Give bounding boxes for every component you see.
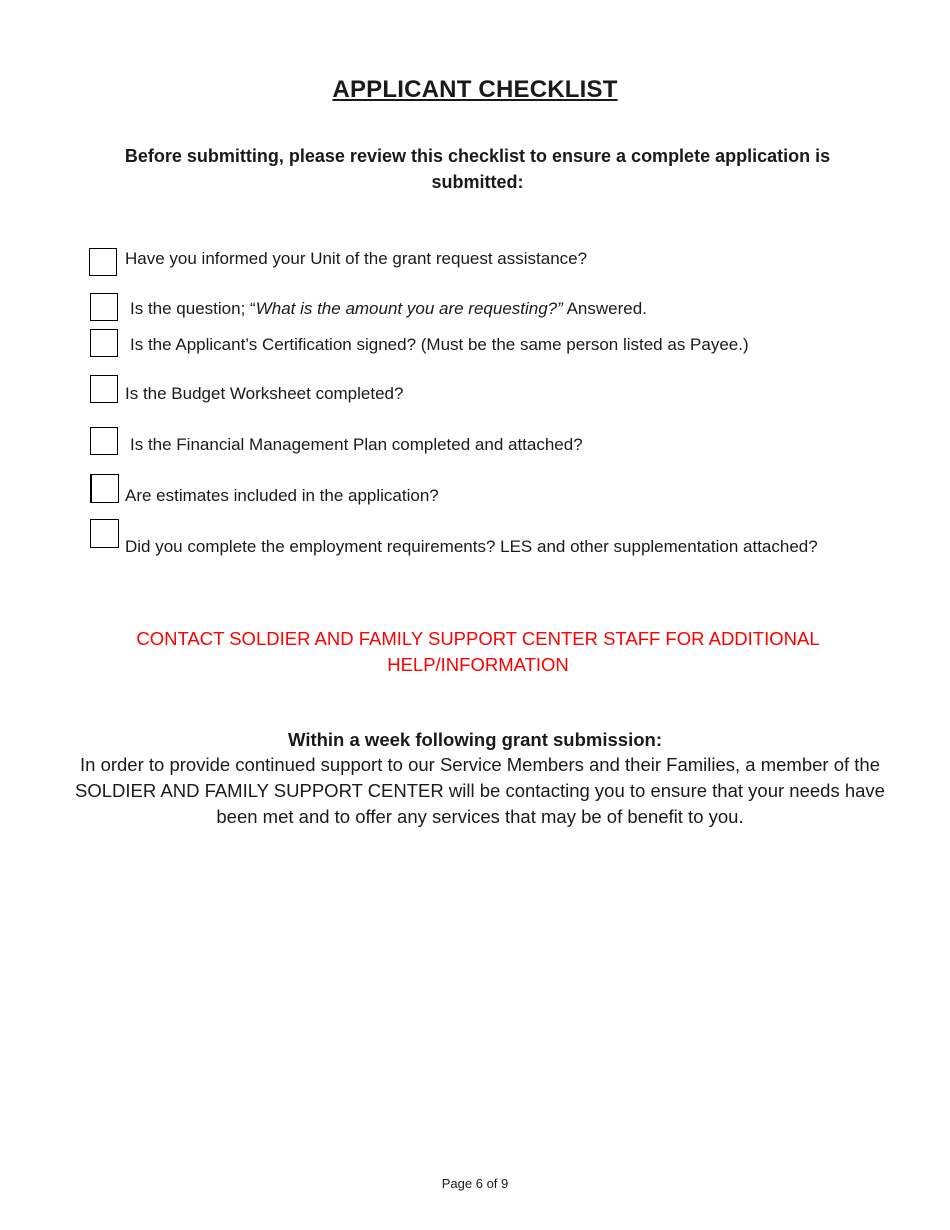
followup-paragraph: In order to provide continued support to our Service Members and their Families, a member of the SOLDIER AND FAMILY SUPPORT CENTER will be contacting you to ensure that your needs have been met and to offer any services that may be of benefit to you.	[75, 754, 885, 827]
followup-heading: Within a week following grant submission:	[288, 729, 662, 750]
checklist-item-label: Is the Financial Management Plan completed and attached?	[130, 435, 583, 454]
checkbox-financial-plan[interactable]	[90, 427, 118, 455]
checkbox-budget-worksheet[interactable]	[90, 375, 118, 403]
page-title: APPLICANT CHECKLIST	[332, 76, 618, 103]
checklist-item-suffix: Answered.	[562, 299, 647, 318]
checklist-item-italic: What is the amount you are requesting?”	[255, 299, 563, 318]
checkbox-estimates-included[interactable]	[90, 474, 119, 503]
checkbox-certification-signed[interactable]	[90, 329, 118, 357]
checklist-item-label: Did you complete the employment requirements? LES and other supplementation attached?	[125, 537, 818, 556]
checkbox-employment-requirements[interactable]	[90, 519, 119, 548]
contact-notice: CONTACT SOLDIER AND FAMILY SUPPORT CENTER STAFF FOR ADDITIONAL HELP/INFORMATION	[136, 628, 820, 675]
checklist-intro: Before submitting, please review this checklist to ensure a complete application is submitted:	[124, 146, 831, 192]
page-number: Page 6 of 9	[441, 1176, 509, 1191]
checkbox-amount-answered[interactable]	[90, 293, 118, 321]
checklist-item-label	[130, 299, 647, 319]
checkbox-unit-informed[interactable]	[89, 248, 117, 276]
checklist-item-prefix: Is the question; “	[130, 299, 256, 318]
checklist-item-label: Have you informed your Unit of the grant request assistance?	[125, 249, 588, 268]
checklist-item-label: Are estimates included in the application?	[125, 486, 439, 505]
checklist-item-label: Is the Applicant’s Certification signed? (Must be the same person listed as Payee.)	[130, 335, 749, 354]
checklist-item-label: Is the Budget Worksheet completed?	[125, 384, 404, 403]
